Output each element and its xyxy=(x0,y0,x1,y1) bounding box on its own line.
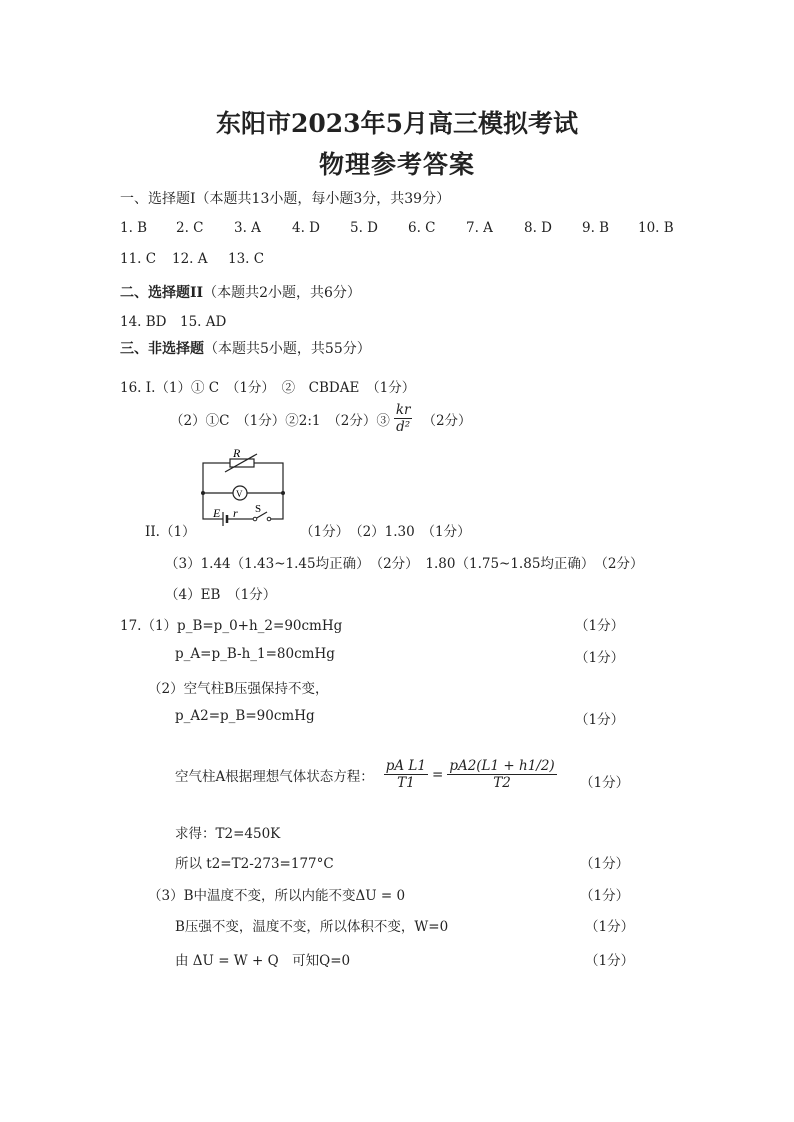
q16-line2-score: （2分） xyxy=(422,412,472,429)
q17-line1: 17.（1）p_B=p_0+h_2=90cmHg xyxy=(120,618,343,634)
q16-ii-label: II.（1） xyxy=(145,524,196,540)
score: （1分） xyxy=(585,919,635,935)
q17-line9: B压强不变，温度不变，所以体积不变，W=0 xyxy=(175,919,449,935)
mc-answer: 11. C xyxy=(120,251,157,267)
section1-header xyxy=(120,188,450,208)
switch-terminal xyxy=(253,517,257,521)
section2-head: 二、选择题II xyxy=(120,285,204,301)
q17-line5 xyxy=(175,758,557,791)
fraction-kr-d2 xyxy=(394,402,413,435)
q17-line7: 所以 t2=T2-273=177°C xyxy=(175,856,334,872)
frac-numerator: pA2(L1 + h1/2) xyxy=(449,758,555,774)
switch-terminal xyxy=(267,517,271,521)
label-S: S xyxy=(255,503,262,515)
equals-sign: = xyxy=(432,766,444,783)
section3-head: 三、非选择题 xyxy=(120,341,204,357)
mc-answer: 15. AD xyxy=(180,314,227,330)
q17-line2: p_A=p_B-h_1=80cmHg xyxy=(175,646,335,662)
mc-answer: 1. B xyxy=(120,220,148,236)
q17-line6: 求得：T2=450K xyxy=(175,826,281,842)
node-dot xyxy=(201,491,205,495)
q16-line2-text: （2）①C （1分）②2:1 （2分）③ xyxy=(170,412,390,429)
q17-line3: （2）空气柱B压强保持不变， xyxy=(148,681,329,697)
mc-answer: 12. A xyxy=(172,251,208,267)
score: （1分） xyxy=(575,650,625,666)
q16-line3: （3）1.44（1.43~1.45均正确） （2分） 1.80（1.75~1.85均正确） （2分） xyxy=(165,556,644,572)
mc-answer: 10. B xyxy=(638,220,674,236)
score: （1分） xyxy=(580,888,630,904)
frac-numerator: kr xyxy=(395,402,411,418)
frac-numerator: pA L1 xyxy=(385,758,426,774)
label-E: E xyxy=(213,506,221,520)
q17-line8: （3）B中温度不变，所以内能不变ΔU = 0 xyxy=(148,888,406,904)
mc-answer: 7. A xyxy=(466,220,493,236)
frac-denominator: T1 xyxy=(397,775,415,791)
section2-note: （本题共2小题，共6分） xyxy=(203,285,361,301)
label-V: V xyxy=(236,489,243,499)
mc-answer: 14. BD xyxy=(120,314,167,330)
frac-denominator: T2 xyxy=(493,775,511,791)
node-dot xyxy=(281,491,285,495)
score: （1分） xyxy=(575,712,625,728)
q16-line2 xyxy=(170,402,472,435)
frac-denominator: d² xyxy=(396,419,411,435)
mc-answer: 9. B xyxy=(582,220,610,236)
mc-answer: 5. D xyxy=(350,220,378,236)
mc-answer: 6. C xyxy=(408,220,436,236)
page-title: 东阳市2023年5月高三模拟考试 xyxy=(216,109,578,138)
page-subtitle: 物理参考答案 xyxy=(318,150,475,179)
q17-line4: p_A2=p_B=90cmHg xyxy=(175,708,315,724)
score: （1分） xyxy=(580,775,630,791)
q16-ii-rest: （1分） （2）1.30 （1分） xyxy=(300,524,471,540)
fraction-right xyxy=(447,758,556,791)
label-r: r xyxy=(233,506,238,520)
section3-note: （本题共5小题，共55分） xyxy=(204,341,371,357)
q16-line1: 16. I.（1）① C （1分） ② CBDAE （1分） xyxy=(120,380,416,396)
q17-line5-text: 空气柱A根据理想气体状态方程： xyxy=(175,768,374,785)
fraction-left xyxy=(384,758,428,791)
mc-answer: 13. C xyxy=(228,251,265,267)
score: （1分） xyxy=(575,618,625,634)
section1-note: （本题共13小题，每小题3分，共39分） xyxy=(195,191,451,207)
mc-answer: 3. A xyxy=(234,220,261,236)
mc-answer: 2. C xyxy=(176,220,204,236)
circuit-diagram xyxy=(195,448,295,528)
mc-answer: 4. D xyxy=(292,220,320,236)
score: （1分） xyxy=(580,856,630,872)
q16-line4: （4）EB （1分） xyxy=(165,587,277,603)
label-R: R xyxy=(233,448,241,460)
q17-line10: 由 ΔU = W + Q 可知Q=0 xyxy=(175,953,351,969)
mc-answer: 8. D xyxy=(524,220,552,236)
section2-header xyxy=(120,282,361,302)
score: （1分） xyxy=(585,953,635,969)
section3-header xyxy=(120,338,371,358)
section1-head: 一、选择题Ⅰ xyxy=(120,191,196,207)
